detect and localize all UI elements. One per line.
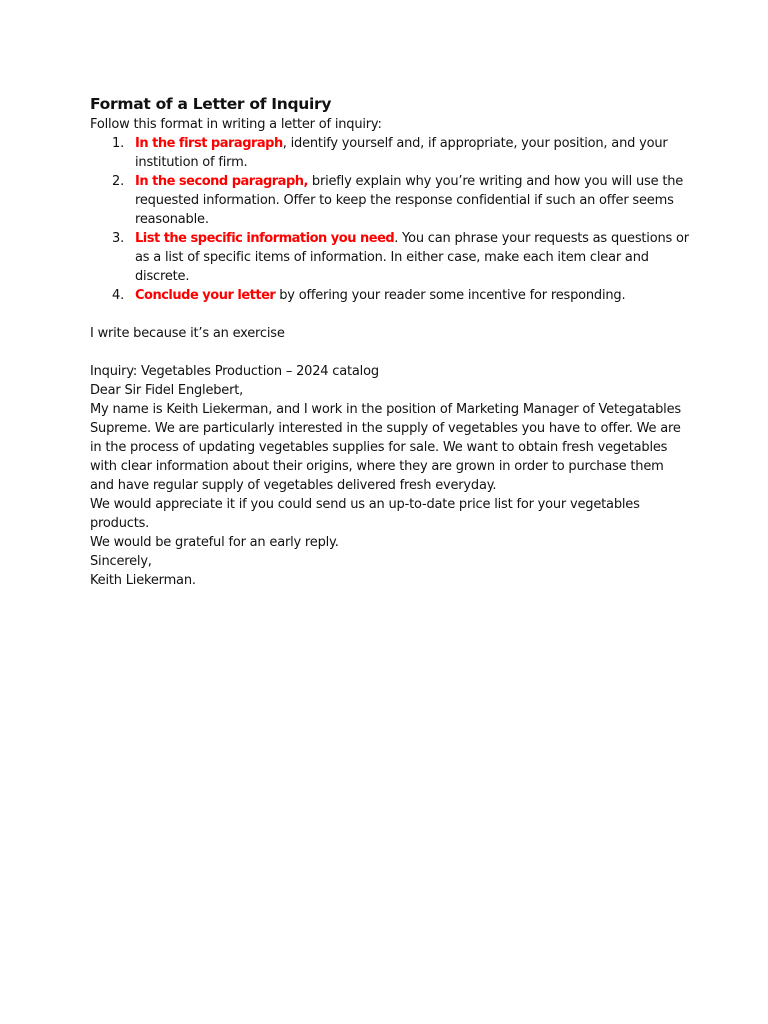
intro-text: Follow this format in writing a letter of inquiry: [90, 117, 382, 132]
step-number: 2. [112, 174, 125, 189]
letter-closing: Sincerely, [90, 554, 152, 569]
letter-signature: Keith Liekerman. [90, 573, 196, 588]
step-highlight: In the second paragraph, [135, 174, 308, 189]
step-highlight: In the first paragraph [135, 136, 283, 151]
letter-paragraph: My name is Keith Liekerman, and I work in the position of Marketing Manager of Vetegatables Supreme. We are particularly interested in the supply of vegetables you have to offer. We are in the process of updating vegetables supplies for sale. We want to obtain fresh vegetables with clear information about their origins, where they are grown in order to purchase them and have regular supply of vegetables delivered fresh everyday. [90, 402, 681, 493]
format-steps-list [90, 134, 690, 305]
format-step [90, 134, 690, 172]
format-step [90, 229, 690, 286]
step-text: , identify yourself and, if appropriate, your position, and your institution of firm. [135, 136, 668, 170]
exercise-note: I write because it’s an exercise [90, 326, 285, 341]
letter-salutation: Dear Sir Fidel Englebert, [90, 383, 244, 398]
sample-letter [90, 324, 690, 590]
format-step [90, 286, 690, 305]
document-title: Format of a Letter of Inquiry [90, 95, 332, 113]
step-highlight: List the specific information you need [135, 231, 395, 246]
step-text: briefly explain why you’re writing and how you will use the requested information. Offer to keep the response confidential if such an offer seems reasonable. [135, 174, 684, 227]
step-text: by offering your reader some incentive for responding. [275, 288, 626, 303]
step-highlight: Conclude your letter [135, 288, 276, 303]
step-number: 4. [112, 288, 125, 303]
step-number: 1. [112, 136, 125, 151]
letter-paragraph: We would be grateful for an early reply. [90, 535, 339, 550]
blank-line [90, 343, 690, 362]
format-step [90, 172, 690, 229]
letter-paragraph: We would appreciate it if you could send us an up-to-date price list for your vegetables products. [90, 497, 640, 531]
step-text: . You can phrase your requests as questions or as a list of specific items of information. In either case, make each item clear and discrete. [135, 231, 689, 284]
letter-subject: Inquiry: Vegetables Production – 2024 catalog [90, 364, 379, 379]
step-number: 3. [112, 231, 125, 246]
